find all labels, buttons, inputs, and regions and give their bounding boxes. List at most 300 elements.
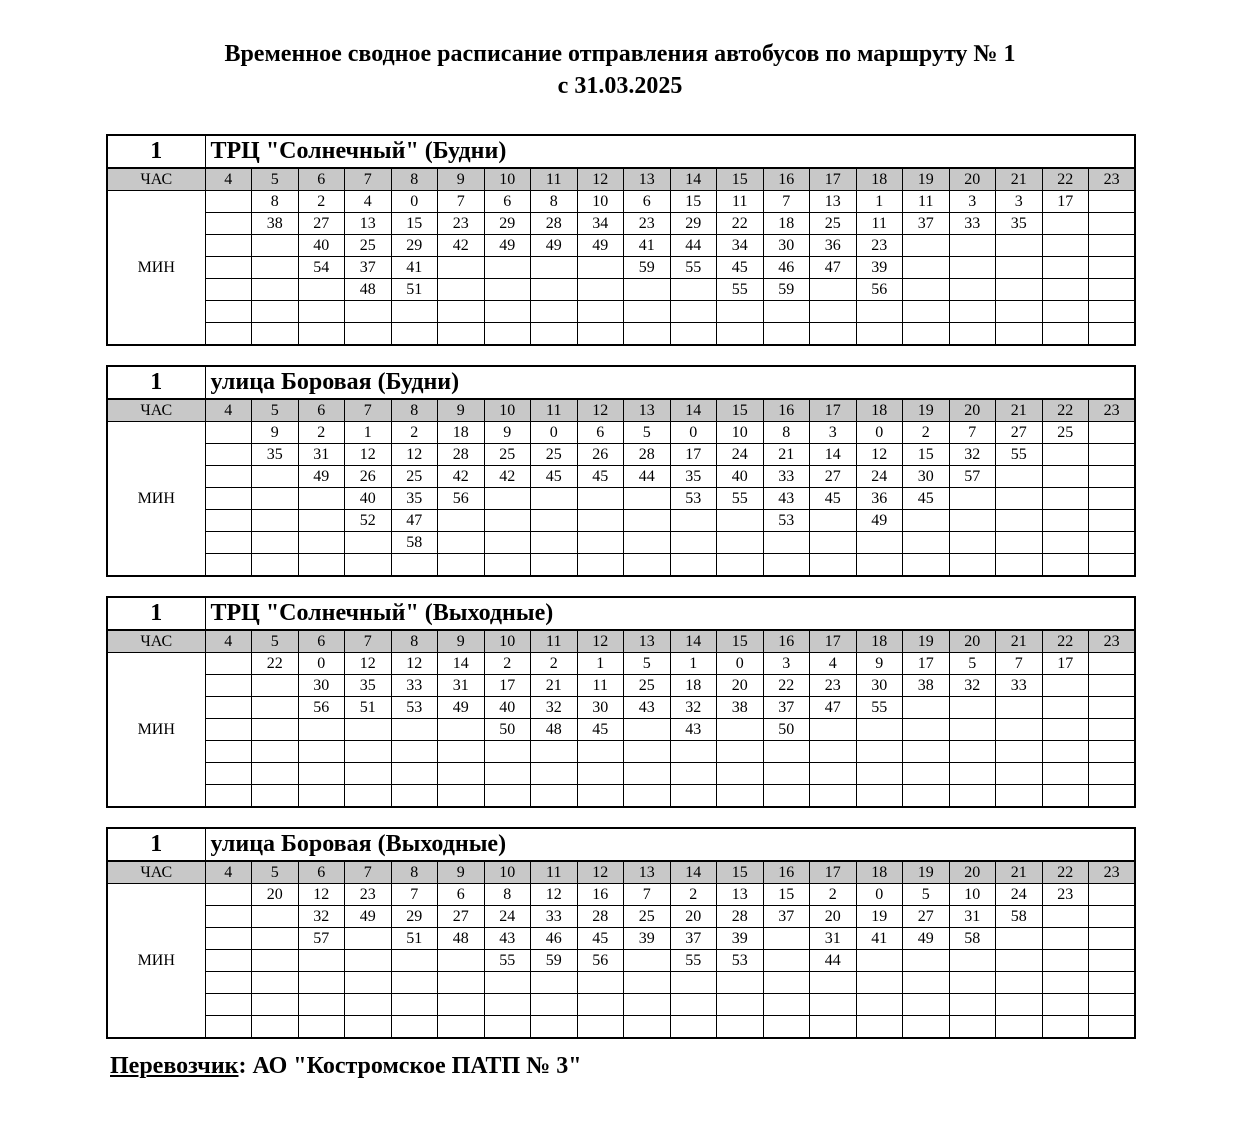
minute-cell: 58: [996, 906, 1043, 928]
minute-cell: [484, 1016, 531, 1039]
minute-cell: 9: [856, 653, 903, 675]
minute-cell: 1: [856, 191, 903, 213]
minute-cell: 21: [531, 675, 578, 697]
hour-cell: 23: [1089, 630, 1136, 653]
minute-cell: [252, 466, 299, 488]
minute-cell: 20: [717, 675, 764, 697]
minute-cell: [670, 279, 717, 301]
minute-cell: [1089, 532, 1136, 554]
minute-cell: [1042, 466, 1089, 488]
minute-cell: 32: [298, 906, 345, 928]
hour-cell: 15: [717, 168, 764, 191]
minute-cell: [577, 279, 624, 301]
minute-cell: [252, 488, 299, 510]
minute-cell: [531, 301, 578, 323]
minute-cell: [810, 719, 857, 741]
minute-cell: 13: [810, 191, 857, 213]
hour-cell: 5: [252, 168, 299, 191]
minute-cell: 32: [949, 675, 996, 697]
schedule-table: [106, 827, 1136, 1039]
minute-cell: [298, 488, 345, 510]
minute-cell: [670, 972, 717, 994]
minute-cell: [391, 994, 438, 1016]
minute-row: [107, 653, 1135, 675]
minute-label: МИН: [107, 884, 205, 1039]
minute-cell: 45: [577, 928, 624, 950]
hour-cell: 14: [670, 399, 717, 422]
minute-cell: 44: [670, 235, 717, 257]
minute-cell: 5: [903, 884, 950, 906]
minute-cell: [763, 323, 810, 346]
minute-cell: [1089, 466, 1136, 488]
minute-cell: 19: [856, 906, 903, 928]
minute-cell: 35: [391, 488, 438, 510]
minute-cell: 43: [484, 928, 531, 950]
hour-cell: 16: [763, 861, 810, 884]
minute-cell: [531, 532, 578, 554]
minute-cell: [438, 257, 485, 279]
minute-cell: [1089, 301, 1136, 323]
minute-label: МИН: [107, 422, 205, 577]
minute-cell: [856, 323, 903, 346]
hour-cell: 12: [577, 630, 624, 653]
hour-cell: 4: [205, 630, 252, 653]
hour-cell: 13: [624, 630, 671, 653]
minute-cell: [1042, 972, 1089, 994]
minute-cell: 43: [670, 719, 717, 741]
minute-cell: 45: [717, 257, 764, 279]
minute-cell: [205, 994, 252, 1016]
hour-cell: 23: [1089, 399, 1136, 422]
minute-cell: 37: [763, 697, 810, 719]
hour-cell: 6: [298, 399, 345, 422]
minute-cell: [484, 323, 531, 346]
minute-cell: [1089, 488, 1136, 510]
minute-cell: 0: [856, 884, 903, 906]
minute-cell: 11: [717, 191, 764, 213]
minute-cell: 44: [810, 950, 857, 972]
route-number: 1: [107, 366, 205, 399]
minute-cell: [205, 191, 252, 213]
minute-cell: 28: [438, 444, 485, 466]
minute-cell: [345, 301, 392, 323]
hour-cell: 13: [624, 168, 671, 191]
minute-row: [107, 301, 1135, 323]
minute-cell: 55: [670, 257, 717, 279]
minute-cell: [391, 719, 438, 741]
minute-cell: [763, 554, 810, 577]
hour-label: ЧАС: [107, 168, 205, 191]
minute-cell: [670, 741, 717, 763]
hour-cell: 16: [763, 399, 810, 422]
hour-cell: 20: [949, 399, 996, 422]
minute-cell: [624, 763, 671, 785]
minute-cell: [577, 1016, 624, 1039]
hour-cell: 13: [624, 399, 671, 422]
minute-cell: [252, 741, 299, 763]
minute-cell: [205, 972, 252, 994]
hour-cell: 6: [298, 861, 345, 884]
minute-cell: 55: [996, 444, 1043, 466]
minute-cell: 45: [903, 488, 950, 510]
hour-cell: 21: [996, 168, 1043, 191]
minute-cell: 36: [810, 235, 857, 257]
minute-cell: 39: [717, 928, 764, 950]
minute-cell: [484, 763, 531, 785]
minute-cell: [252, 554, 299, 577]
minute-cell: 44: [624, 466, 671, 488]
minute-cell: [438, 532, 485, 554]
minute-cell: [1042, 785, 1089, 808]
minute-cell: [763, 301, 810, 323]
minute-cell: [949, 763, 996, 785]
minute-cell: [949, 697, 996, 719]
hour-cell: 7: [345, 861, 392, 884]
minute-cell: [1042, 510, 1089, 532]
minute-cell: 42: [438, 235, 485, 257]
minute-cell: 31: [298, 444, 345, 466]
minute-row: [107, 950, 1135, 972]
minute-cell: [298, 994, 345, 1016]
minute-cell: [949, 257, 996, 279]
minute-cell: [1042, 532, 1089, 554]
minute-cell: 7: [763, 191, 810, 213]
minute-cell: [484, 257, 531, 279]
minute-cell: 4: [810, 653, 857, 675]
minute-cell: [949, 532, 996, 554]
schedule-table: [106, 365, 1136, 577]
minute-cell: [1089, 257, 1136, 279]
minute-row: [107, 972, 1135, 994]
minute-cell: [1089, 279, 1136, 301]
minute-cell: 14: [438, 653, 485, 675]
minute-cell: [391, 972, 438, 994]
minute-cell: [903, 301, 950, 323]
minute-cell: [996, 554, 1043, 577]
minute-cell: [577, 763, 624, 785]
minute-cell: [1089, 235, 1136, 257]
minute-cell: [949, 950, 996, 972]
minute-cell: [1042, 697, 1089, 719]
schedule-table: [106, 134, 1136, 346]
minute-cell: [345, 719, 392, 741]
hour-cell: 18: [856, 861, 903, 884]
minute-cell: 22: [717, 213, 764, 235]
minute-cell: 18: [670, 675, 717, 697]
minute-cell: [1042, 675, 1089, 697]
hour-cell: 4: [205, 399, 252, 422]
minute-cell: [345, 554, 392, 577]
minute-cell: [856, 301, 903, 323]
minute-cell: 56: [856, 279, 903, 301]
minute-cell: [1089, 972, 1136, 994]
minute-cell: [903, 972, 950, 994]
minute-cell: [205, 466, 252, 488]
minute-cell: [205, 785, 252, 808]
hour-cell: 22: [1042, 168, 1089, 191]
minute-cell: 8: [484, 884, 531, 906]
minute-cell: [763, 928, 810, 950]
minute-cell: 26: [345, 466, 392, 488]
hour-cell: 12: [577, 168, 624, 191]
minute-cell: [810, 1016, 857, 1039]
minute-cell: [624, 1016, 671, 1039]
minute-cell: 6: [484, 191, 531, 213]
minute-cell: 55: [670, 950, 717, 972]
minute-cell: [624, 554, 671, 577]
minute-cell: 49: [298, 466, 345, 488]
minute-cell: [949, 785, 996, 808]
hour-cell: 6: [298, 630, 345, 653]
minute-cell: [810, 301, 857, 323]
route-number: 1: [107, 597, 205, 630]
minute-cell: 36: [856, 488, 903, 510]
minute-cell: [949, 1016, 996, 1039]
hour-cell: 17: [810, 861, 857, 884]
minute-cell: [996, 763, 1043, 785]
minute-cell: [205, 235, 252, 257]
minute-cell: 25: [1042, 422, 1089, 444]
minute-cell: [252, 675, 299, 697]
minute-cell: [205, 1016, 252, 1039]
minute-cell: [205, 301, 252, 323]
minute-cell: [1089, 675, 1136, 697]
minute-cell: [717, 532, 764, 554]
minute-cell: [717, 719, 764, 741]
minute-cell: 17: [670, 444, 717, 466]
minute-cell: 50: [763, 719, 810, 741]
minute-cell: [996, 235, 1043, 257]
minute-cell: [996, 1016, 1043, 1039]
hour-cell: 16: [763, 168, 810, 191]
hour-cell: 21: [996, 630, 1043, 653]
minute-row: [107, 510, 1135, 532]
minute-cell: 17: [903, 653, 950, 675]
minute-cell: [577, 510, 624, 532]
minute-cell: [949, 510, 996, 532]
minute-cell: [996, 510, 1043, 532]
minute-cell: 8: [763, 422, 810, 444]
minute-cell: [298, 554, 345, 577]
minute-cell: [903, 719, 950, 741]
minute-cell: [298, 972, 345, 994]
minute-row: [107, 994, 1135, 1016]
minute-cell: [345, 928, 392, 950]
minute-cell: [996, 466, 1043, 488]
minute-cell: [438, 972, 485, 994]
minute-cell: 47: [810, 697, 857, 719]
minute-cell: 10: [577, 191, 624, 213]
minute-cell: [1042, 235, 1089, 257]
minute-cell: [996, 697, 1043, 719]
hour-cell: 19: [903, 630, 950, 653]
hour-cell: 4: [205, 168, 252, 191]
minute-cell: [624, 532, 671, 554]
minute-cell: 55: [717, 279, 764, 301]
minute-cell: 25: [391, 466, 438, 488]
minute-cell: [903, 235, 950, 257]
hour-cell: 11: [531, 399, 578, 422]
minute-cell: [345, 785, 392, 808]
minute-cell: [438, 301, 485, 323]
minute-cell: [531, 510, 578, 532]
minute-cell: [856, 950, 903, 972]
minute-cell: [484, 532, 531, 554]
minute-label: МИН: [107, 653, 205, 808]
minute-cell: [438, 763, 485, 785]
minute-cell: 45: [810, 488, 857, 510]
minute-row: [107, 532, 1135, 554]
minute-cell: [624, 950, 671, 972]
minute-cell: 0: [717, 653, 764, 675]
minute-cell: [903, 532, 950, 554]
minute-cell: [205, 257, 252, 279]
minute-cell: 57: [949, 466, 996, 488]
minute-cell: 2: [670, 884, 717, 906]
minute-cell: [577, 488, 624, 510]
hour-cell: 20: [949, 168, 996, 191]
minute-cell: [856, 972, 903, 994]
minute-cell: 51: [391, 928, 438, 950]
minute-cell: [1089, 697, 1136, 719]
minute-cell: [205, 444, 252, 466]
minute-cell: [717, 1016, 764, 1039]
minute-cell: 20: [252, 884, 299, 906]
minute-cell: 23: [856, 235, 903, 257]
minute-cell: [205, 323, 252, 346]
minute-cell: [949, 554, 996, 577]
minute-cell: [252, 257, 299, 279]
minute-cell: 25: [624, 675, 671, 697]
minute-cell: 35: [252, 444, 299, 466]
minute-cell: 51: [391, 279, 438, 301]
minute-cell: 49: [903, 928, 950, 950]
minute-cell: [205, 763, 252, 785]
minute-cell: 18: [763, 213, 810, 235]
minute-cell: 24: [856, 466, 903, 488]
minute-cell: 11: [577, 675, 624, 697]
minute-cell: [1042, 950, 1089, 972]
minute-cell: 35: [996, 213, 1043, 235]
minute-cell: 27: [903, 906, 950, 928]
minute-cell: [810, 972, 857, 994]
minute-cell: 25: [484, 444, 531, 466]
minute-cell: [717, 741, 764, 763]
minute-cell: [1089, 741, 1136, 763]
minute-cell: 12: [391, 444, 438, 466]
minute-cell: 25: [531, 444, 578, 466]
minute-cell: 2: [531, 653, 578, 675]
minute-cell: [996, 972, 1043, 994]
hour-cell: 6: [298, 168, 345, 191]
hour-cell: 19: [903, 861, 950, 884]
minute-cell: [298, 323, 345, 346]
minute-cell: [252, 906, 299, 928]
minute-cell: 13: [345, 213, 392, 235]
hour-cell: 10: [484, 861, 531, 884]
minute-cell: 56: [577, 950, 624, 972]
minute-cell: [531, 785, 578, 808]
minute-cell: 6: [438, 884, 485, 906]
hour-cell: 5: [252, 399, 299, 422]
minute-row: [107, 906, 1135, 928]
hour-cell: 11: [531, 168, 578, 191]
minute-cell: [252, 994, 299, 1016]
hour-cell: 14: [670, 861, 717, 884]
minute-row: [107, 884, 1135, 906]
minute-cell: [763, 994, 810, 1016]
minute-cell: 12: [531, 884, 578, 906]
minute-cell: [298, 785, 345, 808]
minute-cell: [252, 532, 299, 554]
hour-cell: 9: [438, 399, 485, 422]
minute-cell: [298, 950, 345, 972]
minute-cell: 23: [624, 213, 671, 235]
minute-cell: [670, 763, 717, 785]
hour-cell: 5: [252, 630, 299, 653]
minute-cell: 33: [996, 675, 1043, 697]
minute-cell: [670, 1016, 717, 1039]
page-subtitle-date: с 31.03.2025: [557, 73, 683, 99]
minute-cell: 7: [624, 884, 671, 906]
minute-cell: [531, 323, 578, 346]
minute-cell: [717, 323, 764, 346]
minute-cell: 7: [949, 422, 996, 444]
minute-cell: [298, 763, 345, 785]
minute-cell: 29: [391, 906, 438, 928]
minute-cell: [717, 301, 764, 323]
minute-cell: 41: [391, 257, 438, 279]
minute-cell: [949, 279, 996, 301]
minute-cell: 1: [577, 653, 624, 675]
minute-cell: [1042, 213, 1089, 235]
hour-cell: 17: [810, 168, 857, 191]
minute-cell: [810, 554, 857, 577]
minute-cell: 16: [577, 884, 624, 906]
minute-cell: [763, 1016, 810, 1039]
minute-cell: [205, 422, 252, 444]
minute-cell: [298, 532, 345, 554]
minute-cell: [252, 972, 299, 994]
minute-cell: 55: [856, 697, 903, 719]
minute-cell: [205, 213, 252, 235]
minute-cell: [624, 510, 671, 532]
minute-cell: [298, 1016, 345, 1039]
minute-cell: 17: [1042, 191, 1089, 213]
minute-cell: [763, 972, 810, 994]
minute-cell: 2: [810, 884, 857, 906]
minute-cell: [391, 323, 438, 346]
minute-row: [107, 466, 1135, 488]
minute-cell: 7: [391, 884, 438, 906]
minute-cell: 1: [345, 422, 392, 444]
minute-cell: [1089, 950, 1136, 972]
minute-cell: [252, 279, 299, 301]
minute-cell: [1089, 213, 1136, 235]
minute-cell: [531, 994, 578, 1016]
minute-cell: [205, 906, 252, 928]
minute-cell: 46: [763, 257, 810, 279]
minute-cell: 45: [531, 466, 578, 488]
minute-cell: [484, 554, 531, 577]
minute-cell: [484, 279, 531, 301]
minute-cell: [856, 763, 903, 785]
minute-cell: 12: [856, 444, 903, 466]
minute-cell: [1089, 191, 1136, 213]
hour-cell: 22: [1042, 630, 1089, 653]
minute-cell: 40: [717, 466, 764, 488]
minute-cell: 50: [484, 719, 531, 741]
